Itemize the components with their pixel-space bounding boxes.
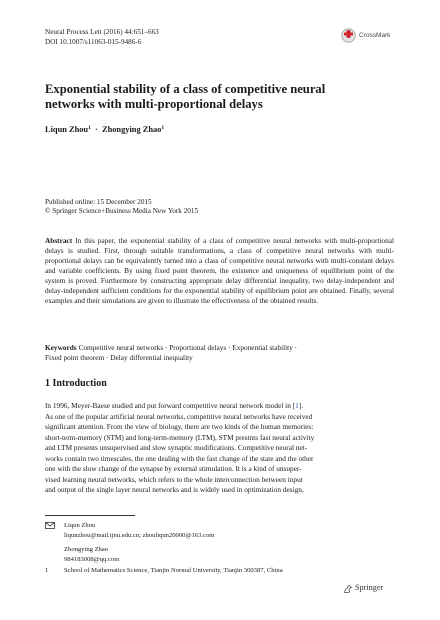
author-email[interactable]: liqunzhou@mail.tjnu.edu.cn; zhouliqun20000@163.com xyxy=(64,532,215,539)
citation-link[interactable]: 1 xyxy=(295,401,299,410)
published-online-date: Published online: 15 December 2015 xyxy=(45,198,152,206)
keywords-line: Fixed point theorem · Delay differential inequality xyxy=(45,353,193,363)
crossmark-label: CrossMark xyxy=(359,32,391,39)
title-line-1: Exponential stability of a class of competitive neural xyxy=(45,82,326,96)
abstract-line: to illustrate the effectiveness of the obtained results. xyxy=(166,296,319,306)
intro-line: As one of the popular artificial neural networks, competitive neural networks have received xyxy=(45,411,313,421)
section-heading: 1 Introduction xyxy=(45,378,107,389)
keywords xyxy=(45,343,394,363)
journal-citation: Neural Process Lett (2016) 44:651–663 xyxy=(45,28,159,36)
abstract-heading: Abstract xyxy=(45,236,73,245)
intro-line: short-term-memory (STM) and long-term-memory (LTM), STM prestnts fast neural activity xyxy=(45,432,315,442)
affiliation-text: School of Mathematics Science, Tianjin Normal University, Tianjin 300387, China xyxy=(64,567,283,574)
intro-line: and LTM presents unsupervised and slow synaptic modifications. Competitive neural net- xyxy=(45,443,308,452)
author-name: Liqun Zhou xyxy=(64,522,96,529)
intro-text: ]. xyxy=(298,401,304,410)
envelope-icon xyxy=(45,522,55,529)
abstract-line: a class of competitive neural networks with multi-constant delays and variable coefficients. xyxy=(45,256,395,276)
keywords-line: Competitive neural networks · Proportional delays · Exponential stability · xyxy=(78,343,298,352)
publisher-logo xyxy=(343,583,403,597)
abstract-line: of equilibrium point are obtained. Finally, several examples and their simulations are given xyxy=(45,286,394,306)
intro-line: and output of the single layer neural networks and is widely used in optimization design, xyxy=(45,485,304,494)
intro-line: one with the slow change of the synapse by external stimulation. It is a kind of unsuper- xyxy=(45,464,302,473)
crossmark-badge[interactable] xyxy=(341,26,399,48)
journal-header xyxy=(45,27,159,47)
crossmark-icon xyxy=(341,28,356,43)
affiliation-number: 1 xyxy=(45,567,49,574)
abstract-line: with multi-proportional delays is studied. First, through suitable transformations, a class of xyxy=(45,236,394,256)
abstract-line: In this paper, the exponential stability of a class of competitive neural networks xyxy=(75,236,322,245)
paper-title xyxy=(45,82,385,112)
author-name: Zhongying Zhao xyxy=(102,125,162,134)
introduction-body xyxy=(45,401,394,496)
abstract-line: delay-independent and delay-independent sufficient conditions for the exponential stability xyxy=(45,276,395,296)
affiliation-marker: 1 xyxy=(161,125,165,131)
publication-info xyxy=(45,198,198,216)
author-name: Zhongying Zhao xyxy=(64,546,109,553)
author-name: Liqun Zhou xyxy=(45,125,89,134)
footnote-rule xyxy=(45,515,135,516)
author-email[interactable]: 984183008@qq.com xyxy=(64,556,120,563)
springer-horse-icon xyxy=(343,584,353,594)
publisher-name: Springer xyxy=(355,583,384,592)
title-line-2: networks with multi-proportional delays xyxy=(45,97,263,111)
doi-line: DOI 10.1007/s11063-015-9486-6 xyxy=(45,38,142,46)
intro-line: vised learning neural networks, which refers to the whole interconnection between input xyxy=(45,474,303,484)
abstract-line: competitive neural networks with multi-proportional delays can be equivalently turned into xyxy=(45,246,395,266)
abstract-line: system is proved. Furthermore by constructing appropriate delay differential inequality, two xyxy=(45,276,324,286)
intro-line: significant attention. From the view of biology, there are two kinds of the human memories: xyxy=(45,422,314,431)
intro-line xyxy=(45,401,394,412)
abstract-line: By using fixed point theorem, the existence and uniqueness of equilibrium point of the xyxy=(124,266,394,276)
abstract xyxy=(45,236,394,306)
copyright-notice: © Springer Science+Business Media New York 2015 xyxy=(45,207,199,215)
keywords-heading: Keywords xyxy=(45,343,77,352)
intro-line: works contain two timescales, the one dealing with the fast change of the state and the other xyxy=(45,453,314,463)
affiliation-marker: 1 xyxy=(88,125,91,131)
author-separator: · xyxy=(95,125,98,134)
author-list xyxy=(45,125,164,134)
intro-text: In 1996, Meyer-Baese studied and put forward competitive neural network model in [ xyxy=(45,401,296,410)
